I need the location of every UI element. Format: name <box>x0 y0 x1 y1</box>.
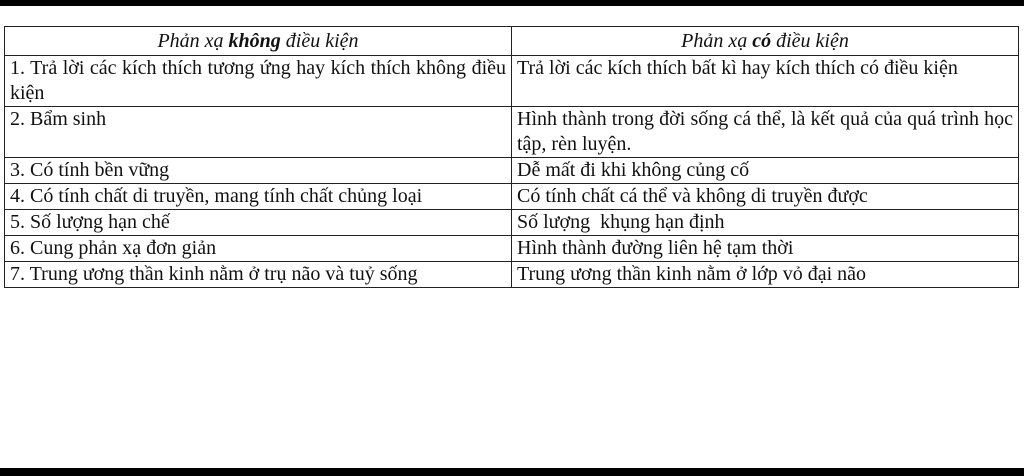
table-row <box>5 56 1019 107</box>
cell-unconditioned: 5. Số lượng hạn chế <box>5 210 512 236</box>
table-row <box>5 236 1019 262</box>
header-text-pre: Phản xạ <box>681 30 753 52</box>
table-row <box>5 107 1019 158</box>
table-row <box>5 210 1019 236</box>
cell-conditioned: Số lượng khụng hạn định <box>512 210 1019 236</box>
cell-unconditioned: 7. Trung ương thần kinh nằm ở trụ não và tuỷ sống <box>5 262 512 288</box>
table-row <box>5 262 1019 288</box>
header-text-bold: có <box>752 30 772 52</box>
header-text-post: điều kiện <box>280 30 359 52</box>
document-page <box>0 6 1024 468</box>
cell-unconditioned: 3. Có tính bền vững <box>5 158 512 184</box>
table-header-row <box>5 27 1019 56</box>
header-text-pre: Phản xạ <box>157 30 229 52</box>
comparison-table-wrapper <box>4 26 1018 288</box>
cell-conditioned: Có tính chất cá thể và không di truyền được <box>512 184 1019 210</box>
cell-conditioned: Hình thành đường liên hệ tạm thời <box>512 236 1019 262</box>
header-text-post: điều kiện <box>771 30 849 52</box>
header-unconditioned-reflex <box>5 27 512 56</box>
cell-unconditioned: 4. Có tính chất di truyền, mang tính chất chủng loại <box>5 184 512 210</box>
cell-conditioned: Trả lời các kích thích bất kì hay kích thích có điều kiện <box>512 56 1019 107</box>
table-row <box>5 184 1019 210</box>
cell-unconditioned: 2. Bẩm sinh <box>5 107 512 158</box>
cell-conditioned: Hình thành trong đời sống cá thể, là kết quả của quá trình học tập, rèn luyện. <box>512 107 1019 158</box>
reflex-comparison-table <box>4 26 1019 288</box>
table-row <box>5 158 1019 184</box>
header-text-bold: không <box>228 30 281 52</box>
cell-conditioned: Trung ương thần kinh nằm ở lớp vỏ đại não <box>512 262 1019 288</box>
header-conditioned-reflex <box>512 27 1019 56</box>
cell-unconditioned: 1. Trả lời các kích thích tương ứng hay kích thích không điều kiện <box>5 56 512 107</box>
cell-unconditioned: 6. Cung phản xạ đơn giản <box>5 236 512 262</box>
cell-conditioned: Dễ mất đi khi không củng cố <box>512 158 1019 184</box>
